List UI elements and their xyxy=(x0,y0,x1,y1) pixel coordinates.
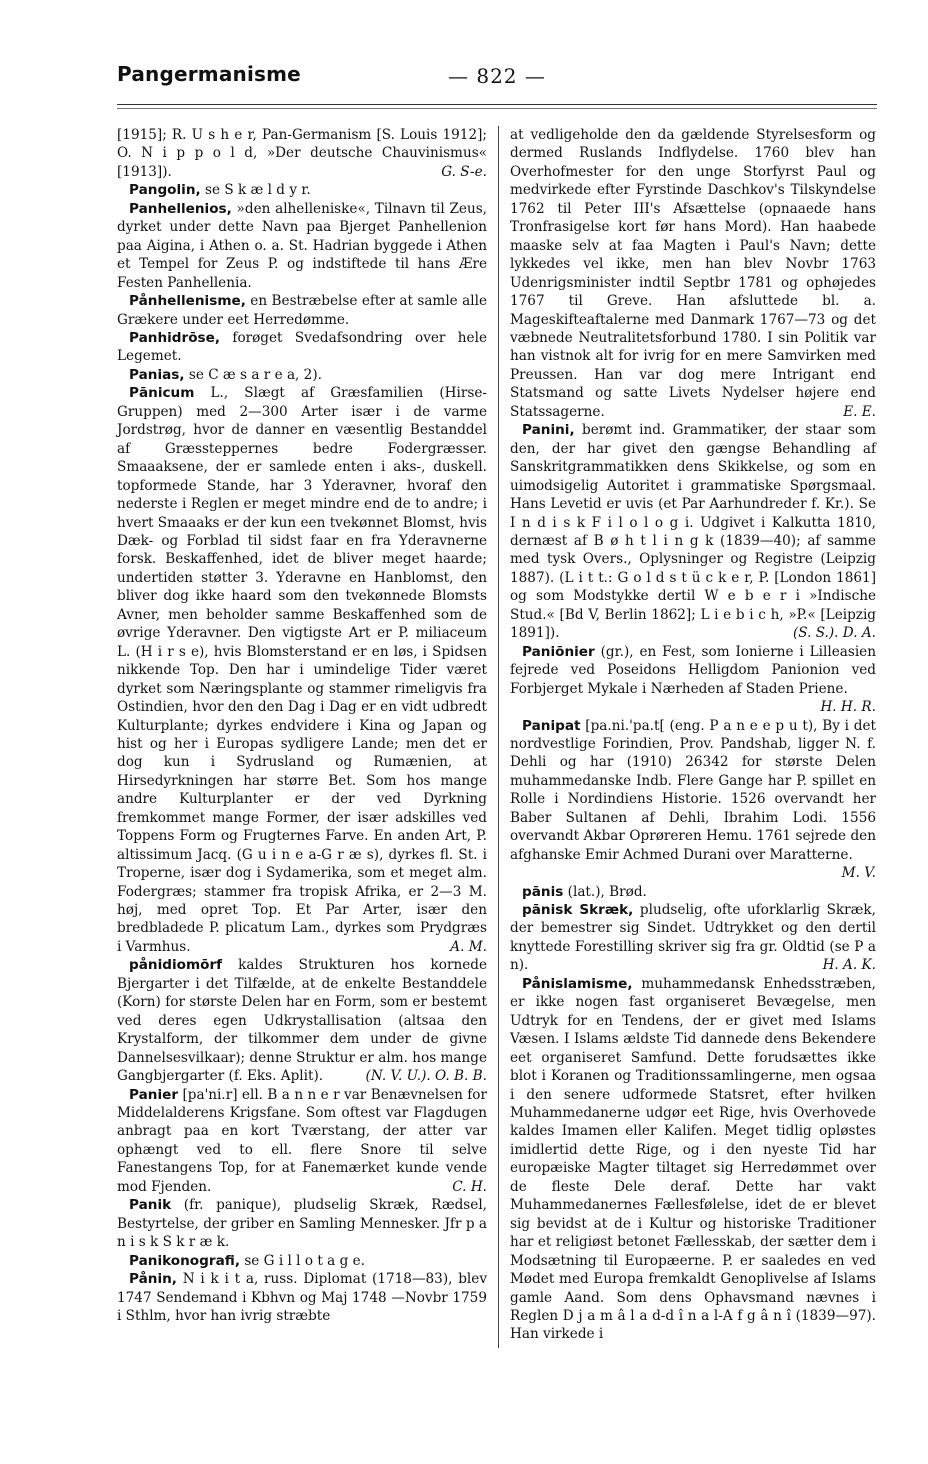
dictionary-entry xyxy=(117,329,487,366)
dictionary-entry xyxy=(510,717,876,883)
dictionary-entry xyxy=(510,975,876,1344)
entry-text: »den alhelleniske«, Tilnavn til Zeus, dyrket under dette Navn paa Bjerget Panhellenion paa Aigina, i Athen o. a. St. Hadrian byggede i Athen et Tempel for Zeus P. og indstiftede til hans Ære Festen Panhellenia. xyxy=(117,200,487,291)
entry-text: se S k æ l d y r. xyxy=(200,182,311,199)
left-column xyxy=(117,126,487,1325)
dictionary-entry xyxy=(510,421,876,642)
dictionary-entry xyxy=(117,181,487,199)
entry-text: se C æ s a r e a, 2). xyxy=(184,366,322,383)
entry-text: [pa'ni.r] ell. B a n n e r var Benævnelsen for Middelalderens Krigsfane. Som oftest var Flagdugen anbragt paa en kort Tværstang, der atter var ophængt ved to ell. flere Snore til selve Fanestangens Top, for at Fanemærket kunde vende mod Fjenden. xyxy=(117,1086,487,1195)
entry-text: at vedligeholde den da gældende Styrelsesform og dermed Ruslands Indflydelse. 1760 blev han Overhofmester for den unge Storfyrst Paul og medvirkede efter Fyrstinde Daschkov's Tilskyndelse 1762 til Peter III's Afsættelse (opnaaede hans Tronfrasigelse kort før hans Mord). Han haabede maaske selv at faa Magten i Paul's Navn; dette lykkedes vel ikke, men han blev Novbr 1763 Udenrigsminister indtil Septbr 1781 og ophøjedes 1767 til Greve. Han afsluttede bl. a. Mageskifteaftalerne med Danmark 1767—73 og det væbnede Neutralitetsforbund 1780. I sin Politik var han vistnok alt for ivrig for en mere Samvirken med Preussen. Han var dog mere Intrigant end Statsmand og satte Livets Nydelser højere end Statssagerne. xyxy=(510,127,876,420)
dictionary-entry xyxy=(117,292,487,329)
entry-signature: A. M. xyxy=(450,938,487,955)
dictionary-entry xyxy=(117,366,487,384)
entry-text: [pa.ni.'pa.t[ (eng. P a n e e p u t), By i det nordvestlige Forindien, Prov. Pandshab, ligger N. f. Dehli og har (1910) 26342 for største Delen muhammedanske Indb. Flere Gange har P. spillet en Rolle i Nordindiens Historie. 1526 overvandt her Baber Sultanen af Dehli, Ibrahim Lodi. 1556 overvandt Akbar Oprøreren Hemu. 1761 sejrede den afghanske Emir Achmed Durani over Maratterne. xyxy=(510,717,876,863)
entry-text: en Bestræbelse efter at samle alle Grækere under eet Herredømme. xyxy=(117,293,487,328)
entry-signature: (S. S.). D. A. xyxy=(792,625,876,642)
entry-headword: Pånin, xyxy=(129,1271,177,1288)
entry-headword: Panias, xyxy=(129,366,185,383)
entry-text: pludselig, ofte uforklarlig Skræk, der bemestrer sig Sindet. Udtrykket og den dertil knyttede Forestilling skriver sig fra gr. Oldtid (se P a n). xyxy=(510,902,876,974)
dictionary-entry xyxy=(117,126,487,181)
entry-headword: pånidiomōrf xyxy=(129,957,223,974)
right-column xyxy=(510,126,876,1344)
entry-text: (fr. panique), pludselig Skræk, Rædsel, Bestyrtelse, der griber en Samling Mennesker. Jfr p a n i s k S k r æ k. xyxy=(117,1197,487,1251)
entry-headword: Pånislamisme, xyxy=(522,975,633,992)
entry-headword: Panhellenios, xyxy=(129,200,232,217)
entry-headword: Panik xyxy=(129,1197,172,1214)
dictionary-entry xyxy=(117,1252,487,1270)
entry-text: berømt ind. Grammatiker, der staar som den, der har givet den gængse Behandling af Sanskritgrammatikken dens Skikkelse, og som en uimodsigelig Autoritet i grammatiske Spørgsmaal. Hans Levetid er uvis (et Par Aarhundreder f. Kr.). Se I n d i s k F i l o l o g i. Udgivet i Kalkutta 1810, dernæst af B ø h t l i n g k (1839—40); af samme med tysk Overs., Oplysninger og Registre (Leipzig 1887). (L i t t.: G o l d s t ü c k e r, P. [London 1861] og som Modstykke dertil W e b e r i »Indische Stud.« [Bd V, Berlin 1862]; L i e b i c h, »P.« [Leipzig 1891]). xyxy=(510,422,876,642)
dictionary-entry xyxy=(510,643,876,717)
entry-headword: Panhidrōse, xyxy=(129,329,221,346)
entry-signature: M. V. xyxy=(841,865,876,882)
dictionary-entry xyxy=(510,126,876,421)
entry-text: L., Slægt af Græsfamilien (Hirse-Gruppen) med 2—300 Arter især i de varme Jordstrøg, hvor de danner en væsentlig Bestanddel af Græssteppernes bedre Fodergræsser. Smaaaksene, der er samlede enten i aks-, duskell. topformede Stande, har 3 Yderavner, hvoraf den nederste i Reglen er meget mindre end de to andre; i hvert Smaaaks er der kun een tvekønnet Blomst, hvis Dæk- og Forblad til sidst faar en fra Yderavnerne forsk. Beskaffenhed, idet de bliver meget haarde; undertiden støtter 3. Yderavne en Hanblomst, den bliver dog ikke haard som den tvekønnede Blomsts Avner, men beholder samme Beskaffenhed som de øvrige Yderavner. Den vigtigste Art er P. miliaceum L. (H i r s e), hvis Blomsterstand er en løs, i Spidsen nikkende Top. Den har i umindelige Tider været dyrket som Næringsplante og stammer rimeligvis fra Ostindien, hvor den den Dag i Dag er en vidt udbredt Kulturplante; dyrkes endvidere i Kina og Japan og hist og her i Europas sydligere Lande; men det er dog kun i Sydrusland og Rumænien, at Hirsedyrkningen har større Bet. Som hos mange andre Kulturplanter er der ved Dyrkning fremkommet mange Former, der især adskilles ved Toppens Form og Frugternes Farve. En anden Art, P. altissimum Jacq. (G u i n e a-G r æ s), dyrkes fl. St. i Troperne, især dog i Sydamerika, som et meget alm. Fodergræs; stammer fra tropisk Afrika, er 2—3 M. høj, med opret Top. Et Par Arter, især den bredbladede P. plicatum Lam., dyrkes som Prydgræs i Varmhus. xyxy=(117,385,487,955)
entry-signature: H. A. K. xyxy=(822,957,876,974)
entry-text: (gr.), en Fest, som Ionierne i Lilleasien fejrede ved Poseidons Helligdom Panionion ved Forbjerget Mykale i Nærheden af Staden Priene. xyxy=(510,643,876,697)
entry-headword: pānis xyxy=(522,883,564,900)
page-number: — 822 — xyxy=(448,64,546,88)
dictionary-entry xyxy=(117,1086,487,1197)
dictionary-entry xyxy=(117,956,487,1085)
header-rule xyxy=(117,104,877,105)
dictionary-entry xyxy=(117,384,487,956)
entry-headword: Panier xyxy=(129,1086,179,1103)
entry-signature: C. H. xyxy=(452,1178,487,1195)
entry-signature: G. S-e. xyxy=(441,163,487,180)
entry-text: N i k i t a, russ. Diplomat (1718—83), blev 1747 Sendemand i Kbhvn og Maj 1748 —Novbr 1759 i Sthlm, hvor han ivrig stræbte xyxy=(117,1271,487,1324)
entry-text: se G i l l o t a g e. xyxy=(240,1252,365,1269)
dictionary-entry xyxy=(510,901,876,975)
entry-headword: Pānicum xyxy=(129,385,195,402)
column-separator xyxy=(498,126,499,1348)
running-head: Pangermanisme xyxy=(117,62,301,86)
entry-signature: E. E. xyxy=(843,403,876,420)
entry-text: muhammedansk Enhedsstræben, er ikke nogen fast organiseret Bevægelse, men Udtryk for en Tendens, der er givet med Islams Væsen. I Islams ældste Tid dannede dens Bekendere eet organiseret Samfund. Dette forudsættes ikke blot i Koranen og Traditionssamlingerne, men ogsaa i den senere udformede Statsret, efter hvilken Muhammedanerne udgør eet Rige, hvis Overhovede kaldes Imamen eller Kalifen. Meget tidlig opløstes imidlertid dette Rige, og i den nyeste Tid har europæiske Magter tiltaget sig Herredømmet over de fleste Dele deraf. Dette har vakt Muhammedanernes Fællesfølelse, idet de er blevet sig bevidst at de i Kultur og historiske Traditioner har et religiøst betonet Fællesskab, der sætter dem i Modsætning til Europæerne. P. er saaledes en ved Mødet med Europa fremkaldt Genoplivelse af Islams gamle Aand. Som dens Ophavsmand nævnes i Reglen D j a m â l a d-d î n a l-A f g â n î (1839—97). Han virkede i xyxy=(510,975,876,1343)
dictionary-entry xyxy=(117,1270,487,1325)
entry-headword: Pangolin, xyxy=(129,182,201,199)
dictionary-entry xyxy=(117,1196,487,1251)
entry-headword: Panipat xyxy=(522,717,581,734)
entry-text: forøget Svedafsondring over hele Legemet. xyxy=(117,329,487,365)
entry-headword: Panini, xyxy=(522,422,575,439)
dictionary-entry xyxy=(117,200,487,292)
entry-headword: pānisk Skræk, xyxy=(522,902,634,919)
entry-headword: Paniōnier xyxy=(522,643,595,660)
entry-headword: Pånhellenisme, xyxy=(129,293,246,310)
entry-signature: H. H. R. xyxy=(820,699,876,716)
entry-text: (lat.), Brød. xyxy=(563,883,647,900)
entry-text: kaldes Strukturen hos kornede Bjergarter i det Tilfælde, at de enkelte Bestanddele (Korn) for største Delen har en Form, som er bestemt ved deres egen Udkrystallisation (altsaa den Krystalform, der tilkommer dem under de givne Dannelsesvilkaar); denne Struktur er alm. hos mange Gangbjergarter (f. Eks. Aplit). xyxy=(117,957,487,1085)
header-rule-secondary xyxy=(117,108,877,109)
dictionary-entry xyxy=(510,883,876,901)
entry-text: [1915]; R. U s h e r, Pan-Germanism [S. Louis 1912]; O. N i p p o l d, »Der deutsche Chauvinismus« [1913]). xyxy=(117,127,487,180)
entry-headword: Panikonografi, xyxy=(129,1252,240,1269)
entry-signature: (N. V. U.). O. B. B. xyxy=(365,1068,487,1085)
